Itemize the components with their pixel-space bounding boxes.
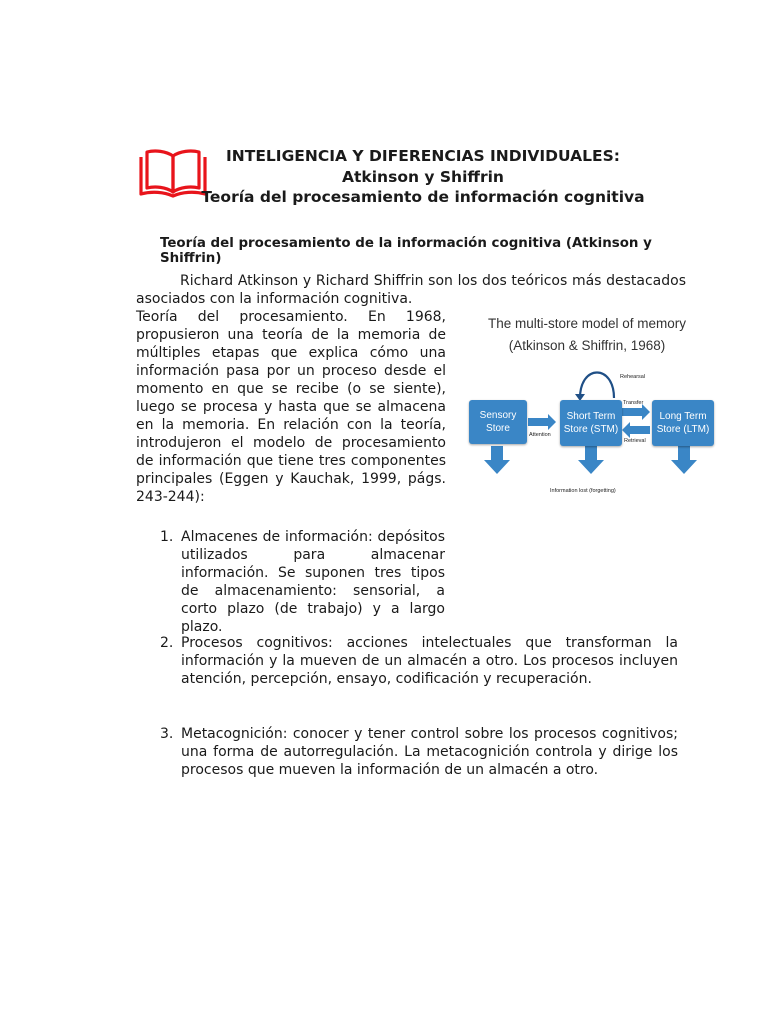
attention-arrow (528, 414, 556, 430)
diagram-subtitle: (Atkinson & Shiffrin, 1968) (508, 338, 666, 353)
rehearsal-loop-arrow (580, 373, 614, 399)
document-header (200, 147, 646, 206)
retrieval-label: Retrieval (624, 438, 646, 444)
list-item-3-text: Metacognición: conocer y tener control sobre los procesos cognitivos; una forma de autorregulación. La metacognición controla y dirige los procesos que mueven la información de un almacén a otro. (181, 726, 678, 778)
list-item-2-text: Procesos cognitivos: acciones intelectuales que transforman la información y la mueven de un almacén a otro. Los procesos incluyen atención, percepción, ensayo, codificación y recuperación. (181, 635, 678, 687)
multi-store-diagram (462, 308, 712, 508)
ltm-lost-arrow (671, 446, 697, 474)
intro-paragraph: Richard Atkinson y Richard Shiffrin son los dos teóricos más destacados asociados con la información cognitiva. (136, 273, 686, 307)
sensory-store-box: Sensory Store (469, 400, 527, 444)
list-item-1-number: 1. (160, 529, 174, 545)
header-authors: Atkinson y Shiffrin (342, 168, 504, 186)
long-term-store-box: Long Term Store (LTM) (652, 400, 714, 446)
stm-lost-arrow (578, 446, 604, 474)
list-item-3-number: 3. (160, 726, 174, 742)
theory-paragraph: Teoría del procesamiento. En 1968, propusieron una teoría de la memoria de múltiples etapas que explica cómo una información pasa por un proceso desde el momento en que se recibe (o se siente), luego se procesa y hasta que se almacena en la memoria. En relación con la teoría, introdujeron el modelo de procesamiento de información que tiene tres componentes principales (Eggen y Kauchak, 1999, págs. 243-244): (136, 309, 446, 505)
header-topic: Teoría del procesamiento de información cognitiva (201, 188, 645, 206)
short-term-store-box: Short Term Store (STM) (560, 400, 622, 446)
transfer-arrow (622, 404, 650, 420)
diagram-title: The multi-store model of memory (487, 316, 687, 331)
retrieval-arrow (622, 422, 650, 438)
sensory-lost-arrow (484, 446, 510, 474)
list-item-1-text: Almacenes de información: depósitos utilizados para almacenar información. Se suponen tres tipos de almacenamiento: sensorial, a corto plazo (de trabajo) y a largo plazo. (181, 529, 445, 635)
transfer-label: Transfer (623, 400, 644, 406)
information-lost-label: Information lost (forgetting) (550, 488, 616, 494)
book-icon (138, 146, 208, 198)
list-item-2-number: 2. (160, 635, 174, 651)
attention-label: Attention (529, 432, 551, 438)
section-subtitle: Teoría del procesamiento de la información cognitiva (Atkinson y Shiffrin) (160, 236, 652, 266)
rehearsal-label: Rehearsal (620, 374, 646, 380)
header-title: INTELIGENCIA Y DIFERENCIAS INDIVIDUALES: (226, 147, 620, 165)
